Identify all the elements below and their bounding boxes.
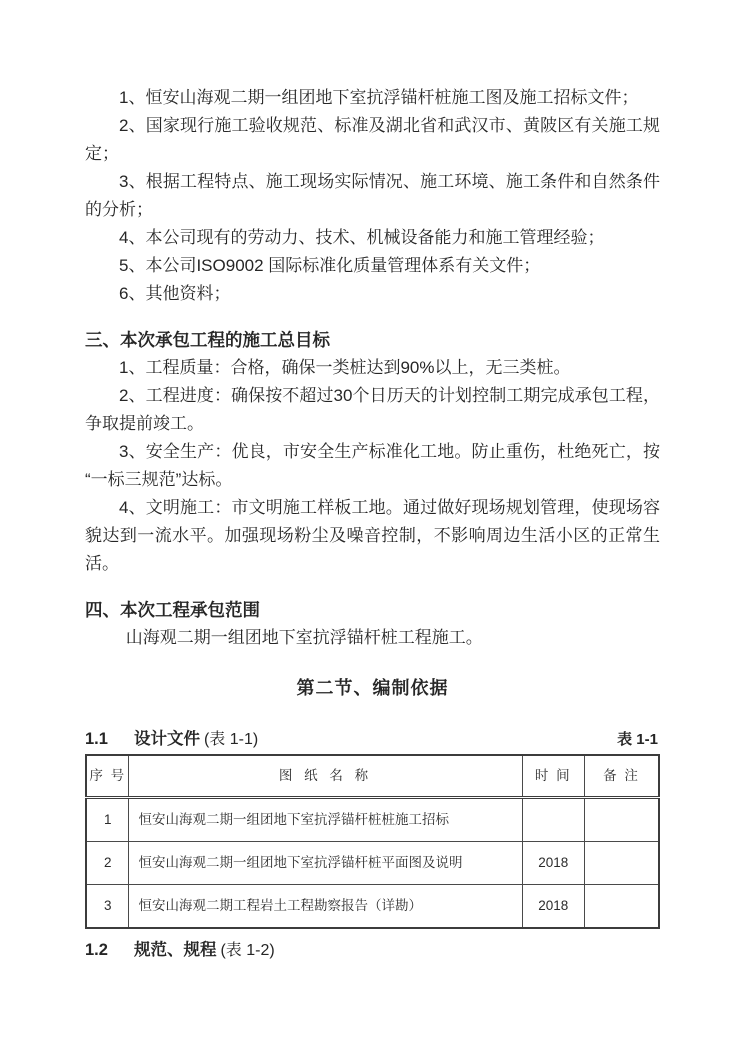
intro-item-1: 1、恒安山海观二期一组团地下室抗浮锚杆桩施工图及施工招标文件；	[119, 88, 639, 107]
intro-item-2: 2、国家现行施工验收规范、标准及湖北省和武汉市、黄陂区有关施工规定；	[85, 116, 660, 163]
standards-number: 1.2	[85, 941, 108, 959]
intro-item-6: 6、其他资料；	[119, 284, 231, 303]
standards-heading-row	[85, 939, 660, 962]
column-header-time: 时 间	[522, 755, 584, 798]
standards-heading	[85, 939, 275, 962]
section-three-item-3: 3、安全生产：优良，市安全生产标准化工地。防止重伤，杜绝死亡，按“一标三规范”达标。	[85, 442, 660, 489]
cell-note	[585, 842, 660, 885]
chapter-title: 第二节、编制依据	[296, 678, 449, 698]
cell-time: 2018	[522, 842, 584, 885]
cell-no: 1	[86, 798, 129, 842]
section-four-body: 山海观二期一组团地下室抗浮锚杆桩工程施工。	[125, 628, 483, 647]
column-header-no: 序 号	[86, 755, 129, 798]
section-three-heading: 三、本次承包工程的施工总目标	[85, 330, 330, 350]
section-three-item-1: 1、工程质量：合格，确保一类桩达到90%以上，无三类桩。	[119, 358, 571, 377]
table-row	[86, 842, 659, 885]
cell-no: 3	[86, 885, 129, 929]
section-three-item-4: 4、文明施工：市文明施工样板工地。通过做好现场规划管理，使现场容貌达到一流水平。加强现场粉尘及噪音控制，不影响周边生活小区的正常生活。	[85, 498, 660, 573]
standards-title: 规范、规程	[133, 941, 217, 959]
design-files-number: 1.1	[85, 730, 108, 748]
column-header-name: 图 纸 名 称	[129, 755, 522, 798]
cell-time	[522, 798, 584, 842]
cell-no: 2	[86, 842, 129, 885]
table-row	[86, 885, 659, 929]
cell-time: 2018	[522, 885, 584, 929]
design-files-suffix: (表 1-1)	[203, 731, 259, 748]
standards-suffix: (表 1-2)	[220, 942, 275, 959]
intro-item-4: 4、本公司现有的劳动力、技术、机械设备能力和施工管理经验；	[119, 228, 605, 247]
design-files-table	[85, 754, 660, 929]
table-row	[86, 798, 659, 842]
intro-item-3: 3、根据工程特点、施工现场实际情况、施工环境、施工条件和自然条件的分析；	[85, 172, 660, 219]
column-header-note: 备 注	[585, 755, 660, 798]
intro-item-5: 5、本公司ISO9002 国际标准化质量管理体系有关文件；	[119, 256, 541, 275]
section-three-item-2: 2、工程进度：确保按不超过30个日历天的计划控制工期完成承包工程，争取提前竣工。	[85, 386, 660, 433]
cell-note	[585, 798, 660, 842]
cell-note	[585, 885, 660, 929]
cell-name: 恒安山海观二期一组团地下室抗浮锚杆桩桩施工招标	[129, 798, 522, 842]
table-header-row	[86, 755, 659, 798]
table-label: 表 1-1	[617, 731, 658, 748]
cell-name: 恒安山海观二期一组团地下室抗浮锚杆桩平面图及说明	[129, 842, 522, 885]
cell-name: 恒安山海观二期工程岩土工程勘察报告（详勘）	[129, 885, 522, 929]
design-files-heading-row	[85, 728, 660, 751]
design-files-title: 设计文件	[133, 730, 200, 748]
section-four-heading: 四、本次工程承包范围	[85, 600, 260, 620]
design-files-heading	[85, 728, 258, 751]
